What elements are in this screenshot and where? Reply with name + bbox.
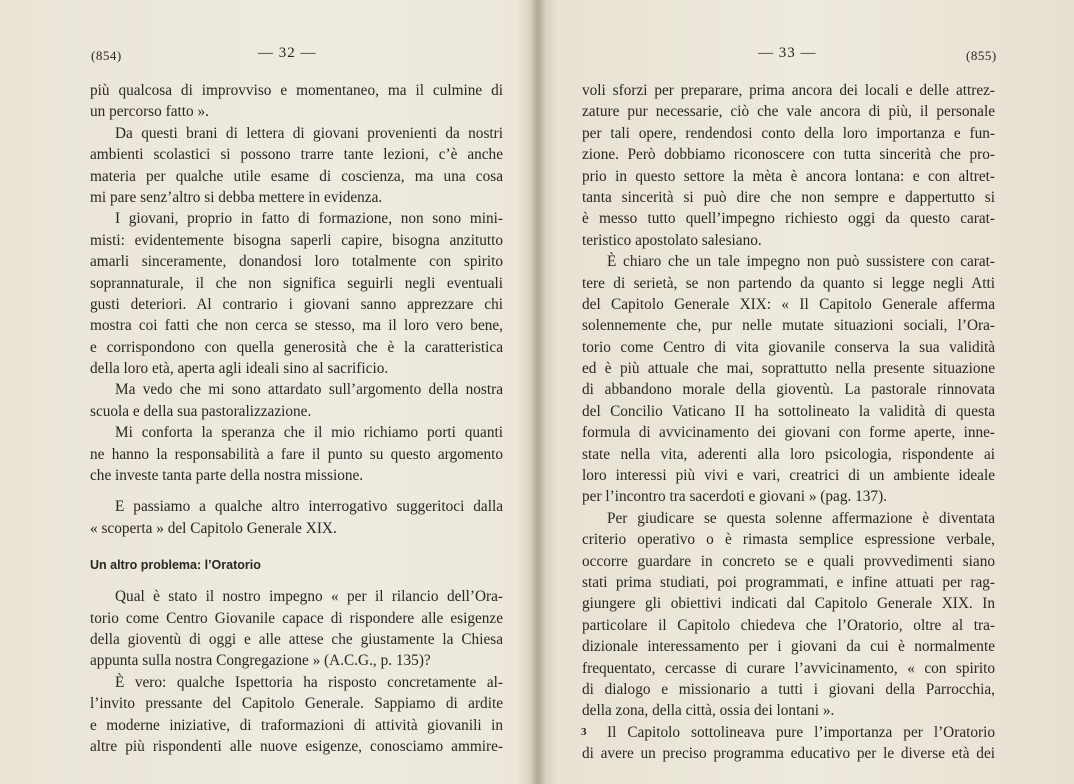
right-folio: — 33 — <box>758 45 817 61</box>
text-line: ne hanno la responsabilità a fare il punto su questo argomento <box>90 445 503 463</box>
text-line: scuola e della sua pastoralizzazione. <box>90 402 312 420</box>
right-text-block <box>582 80 995 765</box>
text-line: tanta sincerità si può dire che non sempre e dappertutto si <box>582 188 995 206</box>
text-line: della zona, della città, ossia dei lontani ». <box>582 702 835 720</box>
text-line: è messo tutto quell’impegno richiesto oggi da questo carat- <box>582 210 995 228</box>
text-line: che investe tanta parte della nostra missione. <box>90 467 364 485</box>
text-line: Per giudicare se questa solenne affermazione è diventata <box>607 509 995 527</box>
text-line: del Concilio Vaticano II ha sottolineato la validità di questa <box>582 402 995 420</box>
text-line: Il Capitolo sottolineava pure l’importanza per l’Oratorio <box>607 723 995 741</box>
text-line: criterio operativo o è rimasta semplice espressione verbale, <box>582 531 995 549</box>
paragraph-gap <box>90 486 503 496</box>
text-line: di abbandono morale della gioventù. La pastorale rinnovata <box>582 381 995 399</box>
text-line: occorre guardare in concreto se e quali provvedimenti siano <box>582 552 995 570</box>
text-line: stati prima studiati, poi programmati, e infine attuati per rag- <box>582 573 995 591</box>
text-line: zature pur necessarie, ciò che vale ancora di più, il personale <box>582 103 995 121</box>
text-line: l’invito pressante del Capitolo Generale. Sappiamo di ardite <box>90 695 503 713</box>
text-line: di dialogo e missionario a tutti i giovani della Parrocchia, <box>582 680 995 698</box>
right-page <box>537 0 1074 784</box>
text-line: dizionale interessamento per i giovani da cui è normalmente <box>582 638 995 656</box>
text-line: soprannaturale, il che non significa seguirli negli eventuali <box>90 274 503 292</box>
text-line: « scoperta » del Capitolo Generale XIX. <box>90 519 337 537</box>
text-line: state nella vita, aderenti alla loro psicologia, rispondente ai <box>582 445 995 463</box>
text-line: Qual è stato il nostro impegno « per il rilancio dell’Ora- <box>115 588 503 606</box>
left-folio: — 32 — <box>258 45 317 61</box>
paragraph-gap <box>90 539 503 549</box>
text-line: della gioventù di oggi e alle attese che giustamente la Chiesa <box>90 630 503 648</box>
section-subheading: Un altro problema: l’Oratorio <box>90 558 261 573</box>
text-line: misti: evidentemente bisogna saperli capire, bisogna anzitutto <box>90 231 503 249</box>
text-line: zione. Però dobbiamo riconoscere con tutta sincerità che pro- <box>582 146 995 164</box>
text-line: di avere un preciso programma educativo per le diverse età dei <box>582 745 995 763</box>
text-line: tere di serietà, se non partendo da quanto si legge negli Atti <box>582 274 995 292</box>
text-line: ed è più attuale che mai, soprattutto nella presente situazione <box>582 360 995 378</box>
text-line: mi pare senz’altro si debba mettere in evidenza. <box>90 188 383 206</box>
text-line: giungere gli obiettivi indicati dal Capitolo Generale XIX. In <box>582 595 995 613</box>
text-line: appunta sulla nostra Congregazione » (A.C.G., p. 135)? <box>90 652 431 670</box>
text-line: per l’incontro tra sacerdoti e giovani » (pag. 137). <box>582 488 887 506</box>
text-line: formula di avvicinamento dei giovani con forme aperte, inne- <box>582 424 995 442</box>
text-line: Mi conforta la speranza che il mio richiamo porti quanti <box>115 424 503 442</box>
text-line: del Capitolo Generale XIX: « Il Capitolo Generale afferma <box>582 295 995 313</box>
text-line: e corrispondono con quella generosità che è la caratteristica <box>90 338 503 356</box>
text-line: altre più rispondenti alle nuove esigenze, conosciamo ammire- <box>90 737 503 755</box>
text-line: E passiamo a qualche altro interrogativo suggeritoci dalla <box>115 498 503 516</box>
text-line: un percorso fatto ». <box>90 103 209 121</box>
text-line: gusti deteriori. Al contrario i giovani sanno apprezzare chi <box>90 295 503 313</box>
text-line: prio in questo settore la mèta è ancora lontana: e con altret- <box>582 167 995 185</box>
text-line: più qualcosa di improvviso e momentaneo, ma il culmine di <box>90 82 503 99</box>
text-line: amarli sinceramente, donandosi loro totalmente con spirito <box>90 253 503 271</box>
left-running-number: (854) <box>91 48 122 63</box>
text-line: mostra coi fatti che non cerca se stesso, ma il loro vero bene, <box>90 317 503 335</box>
text-line: Ma vedo che mi sono attardato sull’argomento della nostra <box>115 381 503 399</box>
text-line: teristico apostolato salesiano. <box>582 231 762 249</box>
left-text-block <box>90 80 503 757</box>
signature-mark: 3 <box>581 726 587 738</box>
text-line: loro interessi più vivi e vari, creatrici di un ambiente ideale <box>582 467 995 485</box>
right-running-number: (855) <box>966 48 997 63</box>
text-line: particolare il Capitolo chiedeva che l’Oratorio, oltre al tra- <box>582 616 995 634</box>
text-line: I giovani, proprio in fatto di formazione, non sono mini- <box>115 210 503 228</box>
text-line: della loro età, aperta agli ideali sino al sacrificio. <box>90 360 389 378</box>
text-line: Da questi brani di lettera di giovani provenienti da nostri <box>115 124 503 142</box>
text-line: torio come Centro di vita giovanile conserva la sua validità <box>582 338 995 356</box>
text-line: solennemente che, pur nelle mutate situazioni sociali, l’Ora- <box>582 317 995 335</box>
text-line: ambienti scolastici si possono trarre tante lezioni, c’è anche <box>90 146 503 164</box>
text-line: È vero: qualche Ispettoria ha risposto concretamente al- <box>115 673 503 691</box>
text-line: È chiaro che un tale impegno non può sussistere con carat- <box>607 253 995 271</box>
text-line: materia per qualche utile esame di coscienza, ma una cosa <box>90 167 503 185</box>
text-line: frequentato, cercasse di curare l’avvicinamento, « con spirito <box>582 659 995 677</box>
text-line: voli sforzi per preparare, prima ancora dei locali e delle attrez- <box>582 82 995 99</box>
text-line: torio come Centro Giovanile capace di rispondere alle esigenze <box>90 609 503 627</box>
text-line: per tali opere, rendendosi conto della loro importanza e fun- <box>582 124 995 142</box>
text-line: e moderne iniziative, di traformazioni di attività giovanili in <box>90 716 503 734</box>
